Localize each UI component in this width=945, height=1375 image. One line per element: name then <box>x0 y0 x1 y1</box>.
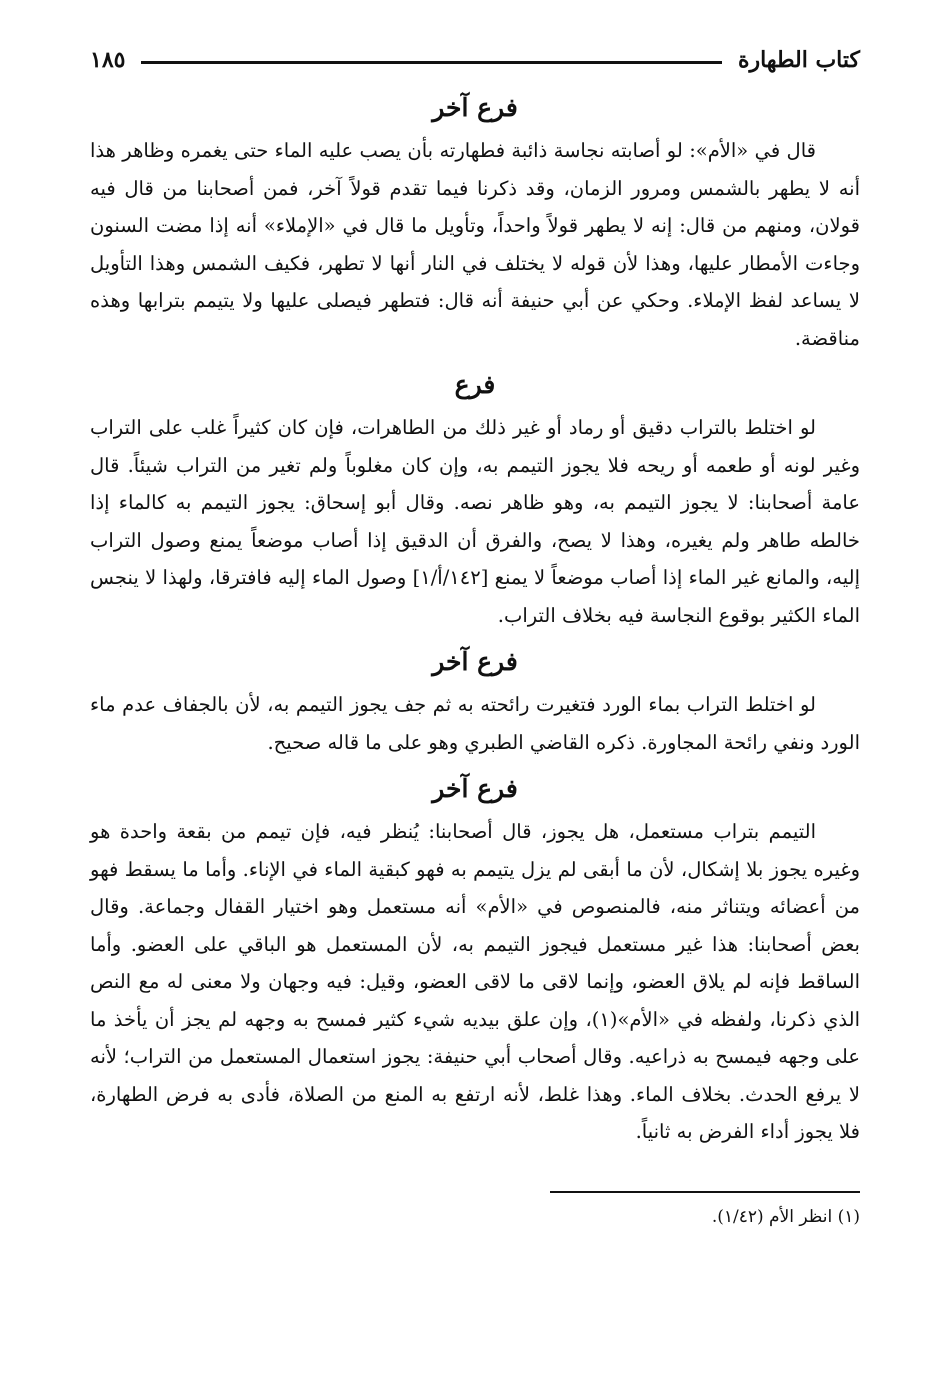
section-body: التيمم بتراب مستعمل، هل يجوز، قال أصحابنا: يُنظر فيه، فإن تيمم من بقعة واحدة هو وغيره يجوز بلا إشكال، لأن ما أبقى لم يزل يتيمم به فهو كبقية الماء في الإناء. وأما ما يسقط فهو من أعضائه ويتناثر منه، فالمنصوص في «الأم» أنه مستعمل وهو اختيار القفال وجماعة. وقال بعض أصحابنا: هذا غير مستعمل فيجوز التيمم به، لأن المستعمل هو الباقي على العضو. وأما الساقط فإنه لم يلاق العضو، وإنما لاقى ما لاقى العضو، وقيل: فيه وجهان ولا معنى له مع النص الذي ذكرنا، ولفظه في «الأم»(١)، وإن علق بيديه شيء كثير فمسح به وجهه لم يجز أن يأخذ ما على وجهه فيمسح به ذراعيه. وقال أصحاب أبي حنيفة: يجوز استعمال المستعمل من التراب؛ لأنه لا يرفع الحدث. بخلاف الماء. وهذا غلط، لأنه ارتفع به المنع من الصلاة، فأدى به فرض الطهارة، فلا يجوز أداء الفرض به ثانياً. <box>90 820 861 1143</box>
section-heading: فرع آخر <box>432 647 518 676</box>
section-heading: فرع آخر <box>432 774 518 803</box>
book-page <box>90 40 860 1231</box>
section-1 <box>90 86 860 357</box>
footnote-divider <box>550 1191 860 1193</box>
section-body: لو اختلط التراب بماء الورد فتغيرت رائحته به ثم جف يجوز التيمم به، لأن بالجفاف عدم ماء الورد ونفي رائحة المجاورة. ذكره القاضي الطبري وهو على ما قاله صحيح. <box>90 693 860 754</box>
book-title: كتاب الطهارة <box>737 47 860 73</box>
section-2 <box>90 363 860 634</box>
running-header <box>90 40 860 80</box>
section-body: لو اختلط بالتراب دقيق أو رماد أو غير ذلك من الطاهرات، فإن كان كثيراً غلب على التراب وغير لونه أو طعمه أو ريحه فلا يجوز التيمم به، وإن كان مغلوباً ولم تغير من التراب شيئاً. قال عامة أصحابنا: لا يجوز التيمم به، وهو ظاهر نصه. وقال أبو إسحاق: يجوز التيمم به كالماء إذا خالطه طاهر ولم يغيره، وهذا لا يصح، والفرق أن الدقيق إذا أصاب موضعاً يمنع وصول التراب إليه، والمانع غير الماء إذا أصاب موضعاً لا يمنع [١٤٢/أ/١] وصول الماء إليه فافترقا، ولهذا لا ينجس الماء الكثير بوقوع النجاسة فيه بخلاف التراب. <box>90 416 860 627</box>
header-rule <box>141 61 722 64</box>
section-4 <box>90 767 860 1151</box>
footnote: (١) انظر الأم (١/٤٢). <box>711 1206 860 1227</box>
section-3 <box>90 640 860 761</box>
section-body: قال في «الأم»: لو أصابته نجاسة ذائبة فطهارته بأن يصب عليه الماء حتى يغمره وظاهر هذا أنه لا يطهر بالشمس ومرور الزمان، وقد ذكرنا فيما تقدم قولاً آخر، فمن أصحابنا من قال فيه قولان، ومنهم من قال: إنه لا يطهر قولاً واحداً، وتأويل ما قال في «الإملاء» أنه إذا مضت السنون وجاءت الأمطار عليها، وهذا لأن قوله لا يختلف في النار أنها لا تطهر، فكيف الشمس وهذا التأويل لا يساعد لفظ الإملاء. وحكي عن أبي حنيفة أنه قال: فتطهر فيصلى عليها ولا يتيمم بترابها وهذه مناقضة. <box>90 139 860 350</box>
section-heading: فرع <box>454 370 496 399</box>
page-number: ١٨٥ <box>90 47 126 73</box>
section-heading: فرع آخر <box>432 93 518 122</box>
